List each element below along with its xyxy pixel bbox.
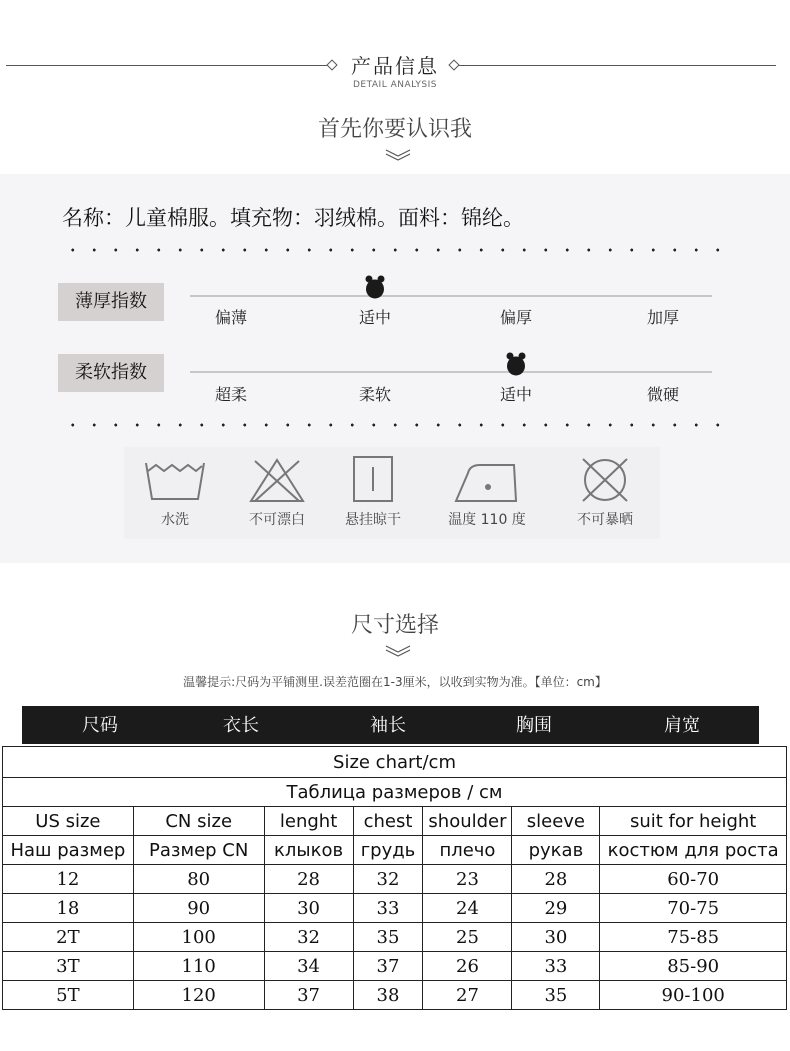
thickness-index-label: 薄厚指数	[58, 283, 164, 321]
table-cell: 70-75	[600, 894, 787, 923]
table-cell: 30	[512, 923, 600, 952]
column-header-ru: грудь	[353, 836, 423, 865]
thickness-option: 偏厚	[499, 308, 532, 327]
table-cell: 27	[423, 981, 512, 1010]
softness-index-label: 柔软指数	[58, 354, 164, 392]
product-name-line: 名称：儿童棉服。填充物：羽绒棉。面料：锦纶。	[62, 206, 524, 230]
column-header: shoulder	[423, 807, 512, 836]
bar-label: 袖长	[370, 715, 406, 736]
table-cell: 32	[353, 865, 423, 894]
table-cell: 85-90	[600, 952, 787, 981]
size-chart-table	[2, 746, 787, 1010]
column-header: suit for height	[600, 807, 787, 836]
chevron-down-icon	[385, 148, 411, 162]
header-subtitle: DETAIL ANALYSIS	[352, 80, 438, 90]
no-sun-dry-icon	[577, 457, 633, 503]
table-cell: 34	[264, 952, 353, 981]
table-cell: 12	[3, 865, 134, 894]
care-item-hang-dry	[318, 455, 428, 529]
column-header-ru: клыков	[264, 836, 353, 865]
table-title: Size chart/cm	[3, 747, 787, 778]
softness-option: 超柔	[214, 385, 247, 404]
column-header: US size	[3, 807, 134, 836]
bear-marker-icon	[504, 351, 528, 377]
table-cell: 3T	[3, 952, 134, 981]
table-cell: 75-85	[600, 923, 787, 952]
care-instructions	[124, 447, 660, 539]
table-cell: 30	[264, 894, 353, 923]
table-cell: 32	[264, 923, 353, 952]
table-cell: 33	[353, 894, 423, 923]
section-title-size: 尺寸选择	[350, 613, 439, 638]
iron-icon	[452, 457, 522, 503]
care-label: 水洗	[161, 512, 189, 528]
table-cell: 60-70	[600, 865, 787, 894]
table-cell: 23	[423, 865, 512, 894]
column-header-ru: рукав	[512, 836, 600, 865]
table-row	[3, 865, 787, 894]
softness-scale-track	[190, 371, 712, 373]
column-header: CN size	[133, 807, 264, 836]
table-cell: 90	[133, 894, 264, 923]
table-row	[3, 952, 787, 981]
table-cell: 120	[133, 981, 264, 1010]
column-header-ru: костюм для роста	[600, 836, 787, 865]
dotted-divider	[62, 423, 722, 427]
care-item-no-bleach	[222, 457, 332, 529]
bar-label: 衣长	[223, 715, 259, 736]
table-cell: 90-100	[600, 981, 787, 1010]
table-cell: 28	[264, 865, 353, 894]
softness-option: 微硬	[646, 385, 679, 404]
bar-label: 胸围	[516, 715, 552, 736]
table-cell: 37	[353, 952, 423, 981]
thickness-option: 偏薄	[214, 308, 247, 327]
thickness-option: 加厚	[646, 308, 679, 327]
table-row	[3, 894, 787, 923]
column-header: sleeve	[512, 807, 600, 836]
no-bleach-icon	[247, 457, 307, 503]
size-header-bar	[22, 706, 759, 744]
table-row	[3, 923, 787, 952]
care-label: 悬挂晾干	[345, 512, 401, 528]
hand-wash-icon	[142, 457, 208, 503]
table-cell: 80	[133, 865, 264, 894]
thickness-scale-track	[190, 295, 712, 297]
softness-option: 适中	[499, 385, 532, 404]
column-header-ru: плечо	[423, 836, 512, 865]
table-cell: 100	[133, 923, 264, 952]
table-cell: 38	[353, 981, 423, 1010]
bear-marker-icon	[363, 274, 387, 300]
table-cell: 29	[512, 894, 600, 923]
bar-label: 尺码	[82, 715, 118, 736]
care-label: 不可暴晒	[577, 512, 633, 528]
table-cell: 33	[512, 952, 600, 981]
hang-dry-icon	[351, 455, 395, 503]
table-header-row-ru	[3, 836, 787, 865]
table-row	[3, 981, 787, 1010]
chevron-down-icon	[385, 644, 411, 658]
section-title-intro: 首先你要认识我	[317, 117, 472, 142]
bar-label: 肩宽	[664, 715, 700, 736]
table-cell: 5T	[3, 981, 134, 1010]
table-cell: 24	[423, 894, 512, 923]
table-cell: 35	[512, 981, 600, 1010]
column-header-ru: Размер CN	[133, 836, 264, 865]
table-cell: 25	[423, 923, 512, 952]
care-item-no-sun	[550, 457, 660, 529]
table-cell: 110	[133, 952, 264, 981]
size-note: 温馨提示:尺码为平铺测里.误差范圈在1-3厘米，以收到实物为准。【单位：cm】	[183, 675, 607, 689]
header-title: 产品信息	[351, 54, 439, 78]
care-item-iron	[432, 457, 542, 529]
dotted-divider	[62, 248, 722, 252]
table-cell: 28	[512, 865, 600, 894]
care-item-wash	[120, 457, 230, 529]
table-header-row	[3, 807, 787, 836]
table-cell: 35	[353, 923, 423, 952]
table-cell: 2T	[3, 923, 134, 952]
care-label: 温度 110 度	[448, 512, 526, 528]
thickness-option: 适中	[358, 308, 391, 327]
table-cell: 26	[423, 952, 512, 981]
column-header: chest	[353, 807, 423, 836]
care-label: 不可漂白	[249, 512, 305, 528]
table-cell: 37	[264, 981, 353, 1010]
table-cell: 18	[3, 894, 134, 923]
table-title-ru: Таблица размеров / см	[3, 778, 787, 807]
column-header: lenght	[264, 807, 353, 836]
column-header-ru: Наш размер	[3, 836, 134, 865]
softness-option: 柔软	[358, 385, 391, 404]
